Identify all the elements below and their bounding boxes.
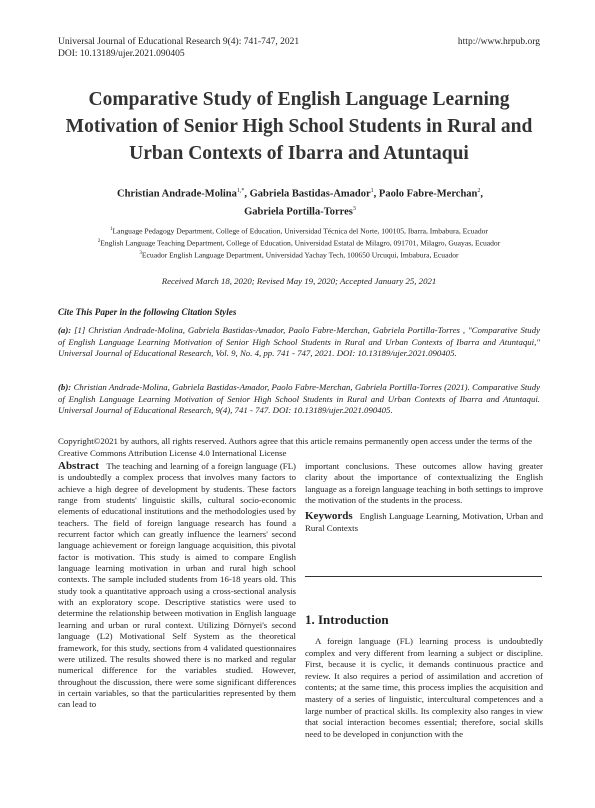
affiliation-line: $^2$English Language Teaching Department, College of Education, Universidad Estatal de Milagro, 091701, Milagro, Guayas, Ecuador bbox=[97, 238, 501, 248]
affiliation-line: $^3$Ecuador English Language Department, Universidad Yachay Tech, 100650 Urcuqui, Imbabura, Ecuador bbox=[139, 250, 459, 260]
introduction-heading: 1. Introduction bbox=[305, 612, 389, 627]
introduction-text: A foreign language (FL) learning process is undoubtedly complex and very different from learning a subject or discipline. First, because it is cyclic, it demands continuous practice and review. It also requires a period of assimilation and accretion of contents; at the same time, this process implies the acquisition and mastery of a series of linguistic, intercultural competences and a large number of practical skills. Its complexity also ranges in view that social interaction becomes essential; therefore, social skills need to be developed in conjunction with the bbox=[305, 636, 543, 739]
copyright-notice: Copyright©2021 by authors, all rights reserved. Authors agree that this article remains permanently open access under the terms of the Creative Commons Attribution License 4.0 International License bbox=[58, 436, 533, 458]
author-name: Gabriela Portilla-Torres bbox=[244, 206, 353, 217]
citation-text: [1] Christian Andrade-Molina, Gabriela Bastidas-Amador, Paolo Fabre-Merchan, Gabriela Portilla-Torres , "Comparative Study of English Language Learning Motivation of Senior High School Students in Rural and Urban Contexts of Ibarra and Atuntaqui," Universal Journal of Educational Research, Vol. 9, No. 4, pp. 741 - 747, 2021. DOI: 10.13189/ujer.2021.090405. bbox=[58, 325, 540, 359]
keywords-heading: Keywords bbox=[305, 510, 353, 523]
abstract-text: The teaching and learning of a foreign language (FL) is undoubtedly a complex process that involves many factors to achieve a high degree of development by students. These factors range from students' linguistic skills, cultural socio-economic elements of educational institutions and the methodologies used by teachers. The field of foreign language research has found a recurrent factor which can greatly influence the learners' second language achievement or foreign language acquisition, this pivotal factor is motivation. This study is aimed to compare English language learning motivation in urban and rural high school contexts. The sample included students from 16-18 years old. This study took a quantitative approach using a cross-sectional analysis with an exploratory scope. Descriptive statistics were used to determine the relationship between motivation in English language learning and urban or rural context. Utilizing Dörnyei's second language (L2) Motivational Self System as the theoretical framework, for this study, sections from 4 validated questionnaires were utilized. The results showed there is no marked and regular numerical difference for the variables studied. However, throughout the discussion, there were some significant differences in certain variables, so that the particularities represented by them can lead to bbox=[58, 461, 296, 710]
received-dates: Received March 18, 2020; Revised May 19, 2020; Accepted January 25, 2021 bbox=[161, 276, 437, 286]
abstract bbox=[58, 461, 296, 711]
abstract-continued-column bbox=[305, 461, 543, 534]
citation-label: (b): bbox=[58, 382, 72, 392]
abstract-heading: Abstract bbox=[58, 460, 99, 472]
doi: DOI: 10.13189/ujer.2021.090405 bbox=[58, 49, 185, 59]
journal-url[interactable]: http://www.hrpub.org bbox=[457, 37, 540, 47]
section-divider bbox=[305, 576, 542, 577]
citation-heading: Cite This Paper in the following Citation Styles bbox=[58, 307, 237, 317]
citation-label: (a): bbox=[58, 325, 72, 335]
author-name: Christian Andrade-Molina bbox=[116, 188, 237, 200]
journal-citation: Universal Journal of Educational Research 9(4): 741-747, 2021 bbox=[58, 37, 300, 47]
abstract-continued: important conclusions. These outcomes allow having greater clarity about the importance of contextualizing the English language as a foreign language teaching in both settings to improve the motivation of the students in the process. bbox=[305, 461, 543, 506]
author-affil-mark: 1,* bbox=[236, 188, 245, 194]
author-list: Christian Andrade-Molina$^{1,*}$, Gabriela Bastidas-Amador$^1$, Paolo Fabre-Merchan$^2$, Gabriela Portilla-Torres$^3$ bbox=[116, 188, 484, 217]
author-affil-mark: 1 bbox=[370, 188, 374, 194]
author-affil-mark: 2 bbox=[477, 188, 481, 194]
running-header bbox=[58, 36, 540, 60]
affiliation-line: $^1$Language Pedagogy Department, College of Education, Universidad Técnica del Norte, 100105, Ibarra, Imbabura, Ecuador bbox=[110, 226, 488, 236]
paper-title: Comparative Study of English Language Learning Motivation of Senior High School Students in Rural and Urban Contexts of Ibarra and Atuntaqui bbox=[65, 89, 533, 164]
citation-style-a bbox=[58, 325, 540, 360]
citation-style-b bbox=[58, 382, 540, 417]
author-name: Gabriela Bastidas-Amador bbox=[249, 188, 371, 200]
author-name: Paolo Fabre-Merchan bbox=[378, 188, 478, 200]
citation-text: Christian Andrade-Molina, Gabriela Bastidas-Amador, Paolo Fabre-Merchan, Gabriela Portilla-Torres (2021). Comparative Study of English Language Learning Motivation of Senior High School Students in Rural and Urban Contexts of Ibarra and Atuntaqui. Universal Journal of Educational Research, 9(4), 741 - 747. DOI: 10.13189/ujer.2021.090405. bbox=[58, 382, 540, 416]
affiliations bbox=[50, 225, 548, 261]
keywords bbox=[305, 511, 543, 534]
author-affil-mark: 3 bbox=[352, 205, 356, 212]
keywords-text: English Language Learning, Motivation, Urban and Rural Contexts bbox=[305, 511, 543, 533]
